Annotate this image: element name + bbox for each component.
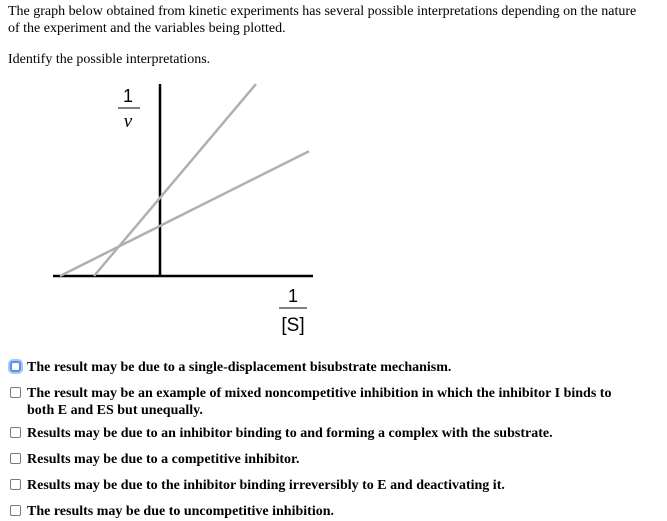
option-3-checkbox[interactable]: [10, 427, 21, 438]
option-6-label: The results may be due to uncompetitive inhibition.: [27, 504, 334, 519]
option-1-label: The result may be due to a single-displacement bisubstrate mechanism.: [27, 360, 452, 375]
option-1[interactable]: [10, 359, 627, 376]
option-4-label: Results may be due to a competitive inhibitor.: [27, 452, 300, 467]
option-5[interactable]: [10, 477, 627, 494]
question-text: The graph below obtained from kinetic experiments has several possible interpretations depending on the nature of the experiment and the variables being plotted.: [8, 4, 637, 36]
option-4-checkbox[interactable]: [10, 453, 21, 464]
y-axis-label-numerator: 1: [122, 86, 134, 106]
option-2-label: The result may be an example of mixed noncompetitive inhibition in which the inhibitor I binds to both E and ES but unequally.: [27, 386, 612, 418]
option-2[interactable]: [10, 385, 627, 419]
option-4[interactable]: [10, 451, 627, 468]
x-axis-label-denominator: [S]: [281, 315, 305, 336]
option-3-label: Results may be due to an inhibitor binding to and forming a complex with the substrate.: [27, 426, 553, 441]
option-6[interactable]: [10, 503, 627, 520]
y-axis-label-denominator: v: [123, 111, 133, 132]
option-5-checkbox[interactable]: [10, 479, 21, 490]
question-prompt: Identify the possible interpretations.: [8, 52, 211, 67]
option-2-checkbox[interactable]: [10, 387, 21, 398]
option-5-label: Results may be due to the inhibitor binding irreversibly to E and deactivating it.: [27, 478, 505, 493]
option-3[interactable]: [10, 425, 627, 442]
option-6-checkbox[interactable]: [10, 505, 21, 516]
x-axis-label-numerator: 1: [287, 286, 299, 306]
option-1-checkbox[interactable]: [10, 361, 21, 372]
